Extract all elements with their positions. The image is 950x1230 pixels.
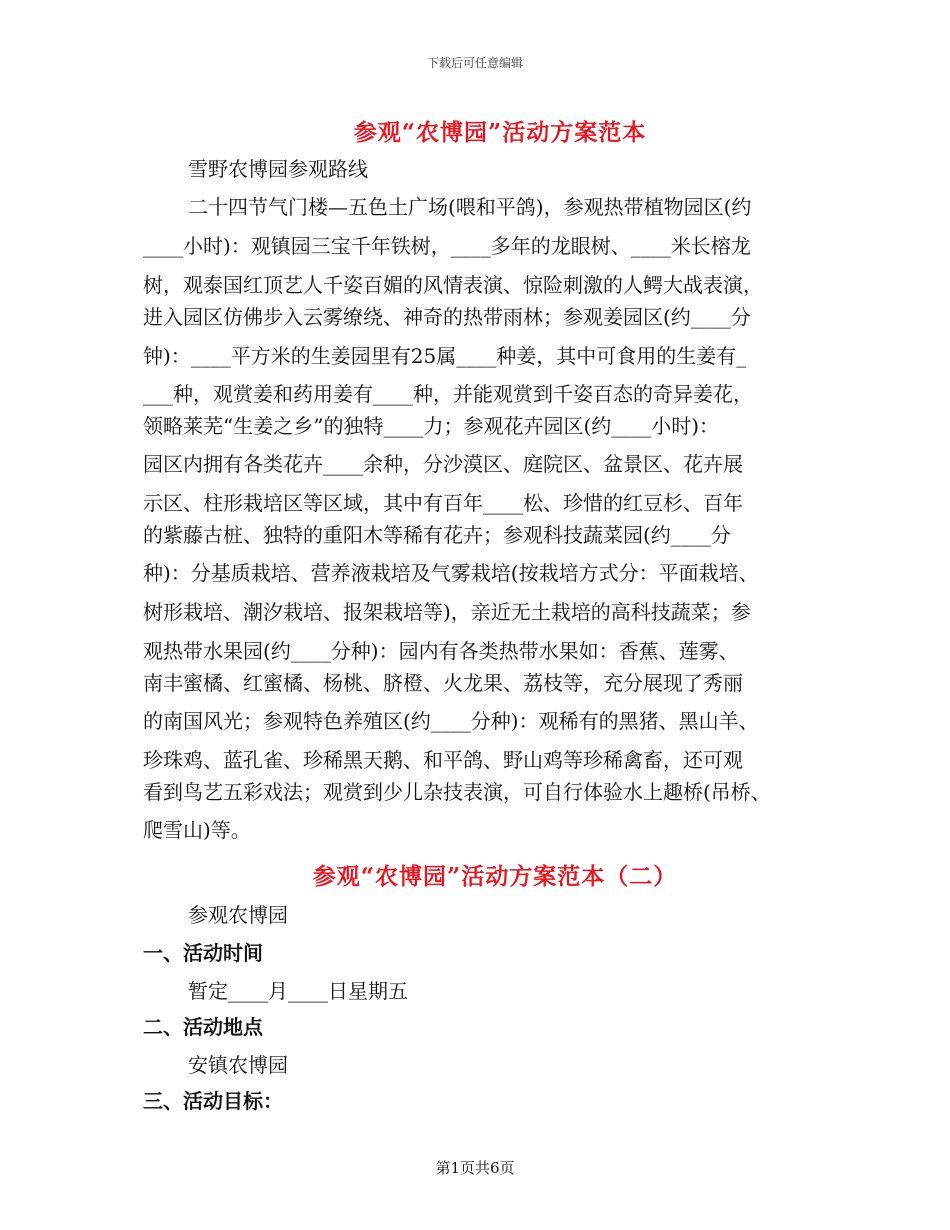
paragraph-line: 树形栽培、潮汐栽培、报架栽培等)，亲近无土栽培的高科技蔬菜；参 [143, 600, 751, 624]
paragraph-line: 珍珠鸡、蓝孔雀、珍稀黑天鹅、和平鸽、野山鸡等珍稀禽畜，还可观 [143, 748, 743, 772]
paragraph-line: 示区、柱形栽培区等区域，其中有百年____松、珍惜的红豆杉、百年 [143, 491, 743, 515]
time-text: 暂定____月____日星期五 [188, 979, 408, 1003]
page-footer: 第1页共6页 [435, 1159, 515, 1177]
heading-place: 二、活动地点 [143, 1015, 263, 1039]
paragraph-line: 看到鸟艺五彩戏法；观赏到少儿杂技表演，可自行体验水上趣桥(吊桥、 [143, 780, 771, 804]
paragraph-line: 二十四节气门楼—五色土广场(喂和平鸽)，参观热带植物园区(约 [188, 195, 752, 219]
paragraph-line: 种)：分基质栽培、营养液栽培及气雾栽培(按栽培方式分：平面栽培、 [143, 561, 759, 585]
page-header: 下载后可任意编辑 [426, 56, 523, 70]
paragraph-line: 钟)：____平方米的生姜园里有25属____种姜，其中可食用的生姜有_ [143, 344, 747, 368]
paragraph-line: 南丰蜜橘、红蜜橘、杨桃、脐橙、火龙果、荔枝等，充分展现了秀丽 [143, 671, 743, 695]
section-title-2: 参观“农博园”活动方案范本（二） [312, 863, 678, 890]
paragraph-line: 进入园区仿佛步入云雾缭绕、神奇的热带雨林；参观姜园区(约____分 [143, 305, 751, 329]
heading-goal: 三、活动目标： [143, 1089, 283, 1113]
place-text: 安镇农博园 [188, 1053, 288, 1077]
document-title: 参观“农博园”活动方案范本 [353, 119, 647, 146]
paragraph-line: ___种，观赏姜和药用姜有____种，并能观赏到千姿百态的奇异姜花， [143, 382, 753, 406]
paragraph-line: 树，观泰国红顶艺人千姿百媚的风情表演、惊险刺激的人鳄大战表演， [143, 273, 763, 297]
paragraph-line: 观热带水果园(约____分种)：园内有各类热带水果如：香蕉、莲雾、 [143, 639, 739, 663]
paragraph-line: 领略莱芜“生姜之乡”的独特____力；参观花卉园区(约____小时)： [143, 414, 720, 438]
paragraph-line: 爬雪山)等。 [143, 818, 251, 842]
paragraph-line: 的南国风光；参观特色养殖区(约____分种)：观稀有的黑猪、黑山羊、 [143, 709, 759, 733]
paragraph-line: 的紫藤古桩、独特的重阳木等稀有花卉；参观科技蔬菜园(约____分 [143, 523, 731, 547]
heading-time: 一、活动时间 [143, 941, 263, 965]
paragraph-line: 园区内拥有各类花卉____余种，分沙漠区、庭院区、盆景区、花卉展 [143, 452, 743, 476]
route-subtitle: 雪野农博园参观路线 [188, 157, 368, 181]
paragraph-line: ____小时)：观镇园三宝千年铁树，____多年的龙眼树、____米长榕龙 [143, 234, 751, 258]
intro-text: 参观农博园 [188, 903, 288, 927]
